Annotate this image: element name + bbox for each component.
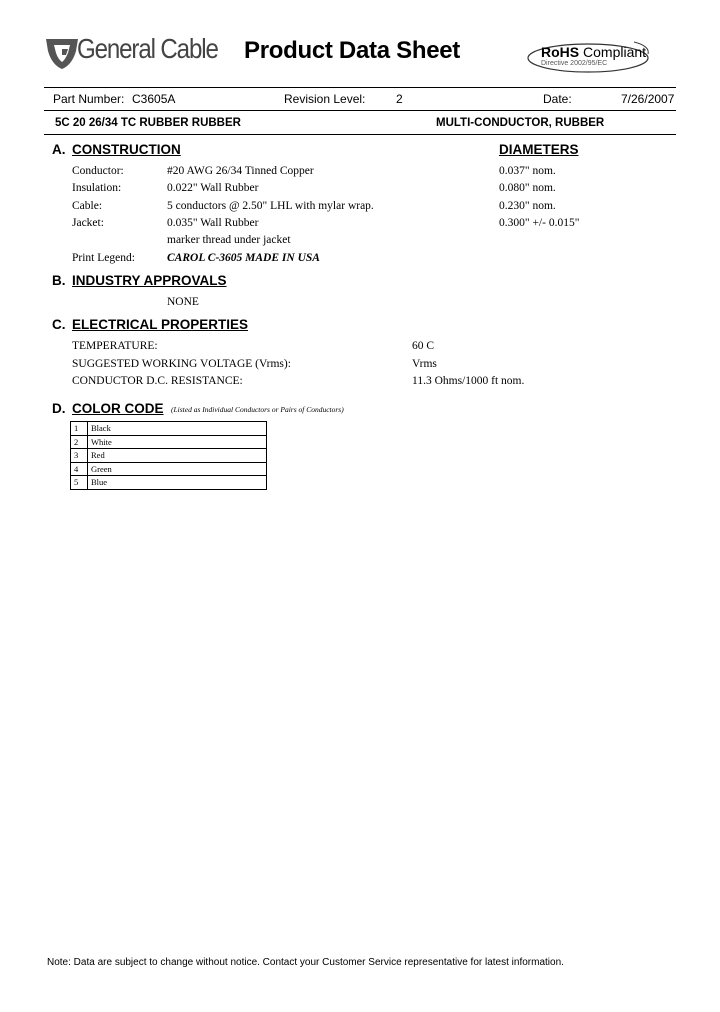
document-title: Product Data Sheet (244, 37, 460, 64)
logo-text: General Cable (77, 33, 218, 64)
insulation-label: Insulation: (72, 182, 122, 194)
section-a-title: CONSTRUCTION (72, 142, 181, 157)
section-d-letter: D. (52, 401, 66, 416)
table-row (71, 435, 267, 449)
divider-middle (44, 110, 676, 111)
print-legend-label: Print Legend: (72, 252, 135, 264)
color-number: 1 (71, 422, 88, 436)
diameters-title: DIAMETERS (499, 142, 579, 157)
rohs-label (541, 44, 646, 60)
divider-top (44, 87, 676, 88)
general-cable-logo-icon (42, 33, 82, 73)
table-row (71, 476, 267, 490)
color-name: Green (88, 462, 267, 476)
approvals-value: NONE (167, 296, 199, 308)
table-row (71, 462, 267, 476)
jacket-diameter: 0.300" +/- 0.015" (499, 217, 580, 229)
part-number-label: Part Number: (53, 92, 125, 106)
color-number: 5 (71, 476, 88, 490)
color-number: 2 (71, 435, 88, 449)
section-a-letter: A. (52, 142, 66, 157)
section-b-letter: B. (52, 273, 66, 288)
color-number: 4 (71, 462, 88, 476)
conductor-diameter: 0.037" nom. (499, 165, 556, 177)
date-label: Date: (543, 92, 572, 106)
color-name: Black (88, 422, 267, 436)
divider-bottom (44, 134, 676, 135)
table-row (71, 449, 267, 463)
jacket-value: 0.035" Wall Rubber (167, 217, 259, 229)
section-b-title: INDUSTRY APPROVALS (72, 273, 227, 288)
section-c-letter: C. (52, 317, 66, 332)
resistance-label: CONDUCTOR D.C. RESISTANCE: (72, 375, 243, 387)
section-d-title: COLOR CODE (72, 401, 164, 416)
color-name: Blue (88, 476, 267, 490)
rohs-directive: Directive 2002/95/EC (541, 60, 608, 67)
rohs-compliant: Compliant (583, 44, 647, 60)
color-name: Red (88, 449, 267, 463)
insulation-diameter: 0.080" nom. (499, 182, 556, 194)
print-legend-value: CAROL C-3605 MADE IN USA (167, 252, 320, 264)
cable-type: MULTI-CONDUCTOR, RUBBER (436, 117, 605, 129)
temperature-value: 60 C (412, 340, 435, 352)
conductor-label: Conductor: (72, 165, 124, 177)
date-value: 7/26/2007 (621, 92, 675, 106)
jacket-label: Jacket: (72, 217, 104, 229)
cable-label: Cable: (72, 200, 103, 212)
color-number: 3 (71, 449, 88, 463)
color-code-table (70, 421, 267, 490)
cable-diameter: 0.230" nom. (499, 200, 556, 212)
conductor-value: #20 AWG 26/34 Tinned Copper (167, 165, 314, 177)
voltage-value: Vrms (412, 358, 437, 370)
temperature-label: TEMPERATURE: (72, 340, 158, 352)
insulation-value: 0.022" Wall Rubber (167, 182, 259, 194)
part-number-value: C3605A (132, 92, 176, 106)
cable-description: 5C 20 26/34 TC RUBBER RUBBER (55, 117, 241, 129)
cable-value: 5 conductors @ 2.50" LHL with mylar wrap. (167, 200, 374, 212)
voltage-label: SUGGESTED WORKING VOLTAGE (Vrms): (72, 358, 291, 370)
marker-thread-value: marker thread under jacket (167, 234, 291, 246)
color-code-note: (Listed as Individual Conductors or Pairs of Conductors) (171, 405, 344, 414)
revision-label: Revision Level: (284, 92, 366, 106)
rohs-bold: RoHS (541, 44, 580, 60)
table-row (71, 422, 267, 436)
revision-value: 2 (396, 92, 403, 106)
resistance-value: 11.3 Ohms/1000 ft nom. (412, 375, 525, 387)
footer-note: Note: Data are subject to change without notice. Contact your Customer Service representative for latest information. (47, 957, 564, 968)
color-name: White (88, 435, 267, 449)
section-c-title: ELECTRICAL PROPERTIES (72, 317, 249, 332)
